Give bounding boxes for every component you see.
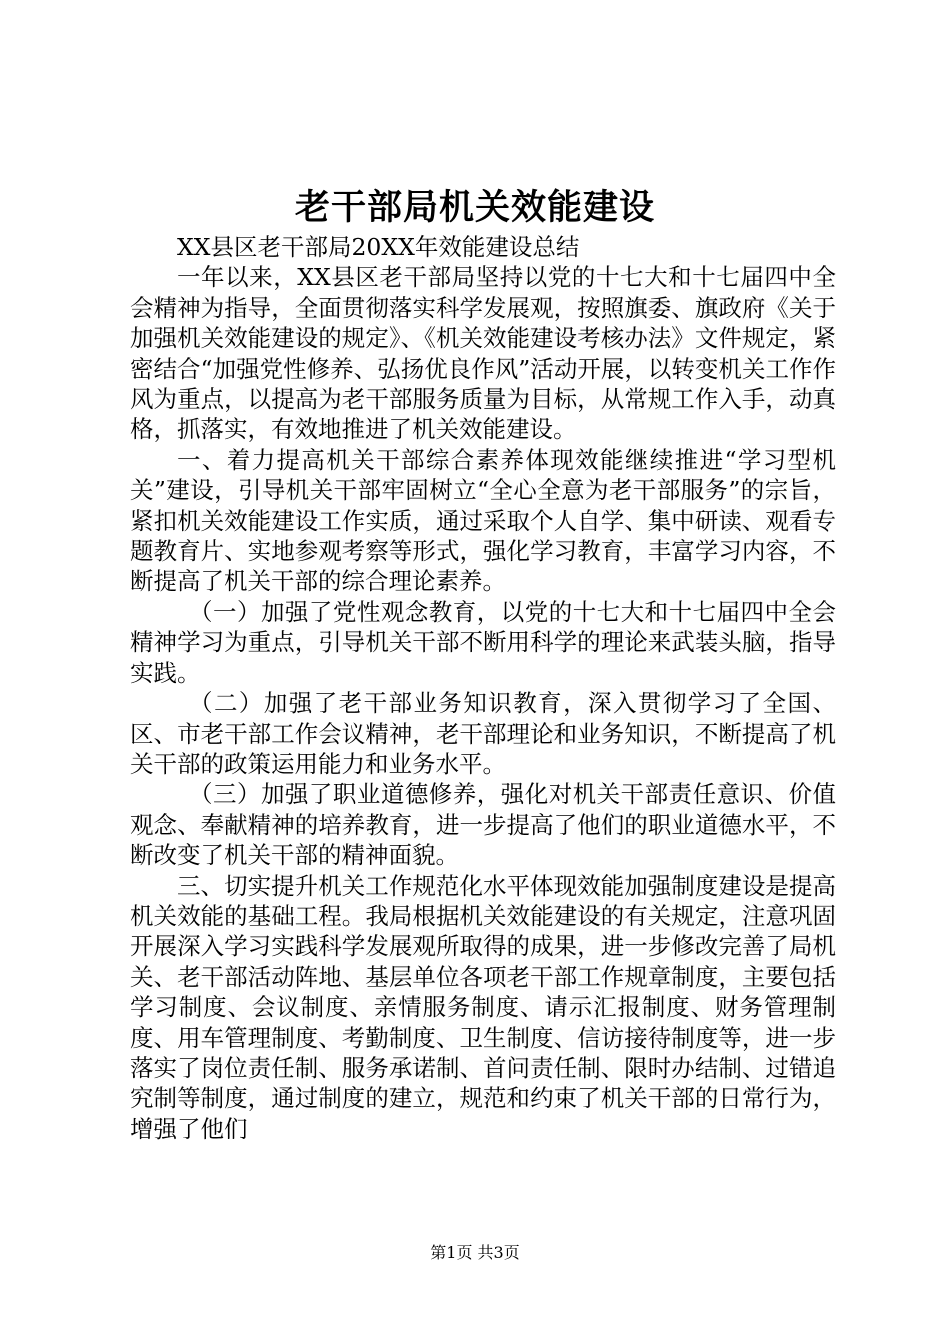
page-number: 第1页 共3页	[430, 1243, 520, 1262]
document-subtitle: XX县区老干部局20XX年效能建设总结	[177, 233, 580, 261]
paragraph-item-three: （三）加强了职业道德修养，强化对机关干部责任意识、价值观念、奉献精神的培养教育，进一步提高了他们的职业道德水平，不断改变了机关干部的精神面貌。	[130, 780, 836, 870]
paragraph-item-one: （一）加强了党性观念教育，以党的十七大和十七届四中全会精神学习为重点，引导机关干部不断用科学的理论来武装头脑，指导实践。	[130, 597, 836, 687]
paragraph-item-two: （二）加强了老干部业务知识教育，深入贯彻学习了全国、区、市老干部工作会议精神，老干部理论和业务知识，不断提高了机关干部的政策运用能力和业务水平。	[130, 689, 836, 778]
paragraph-section-three: 三、切实提升机关工作规范化水平体现效能加强制度建设是提高机关效能的基础工程。我局根据机关效能建设的有关规定，注意巩固开展深入学习实践科学发展观所取得的成果，进一步修改完善了局机关、老干部活动阵地、基层单位各项老干部工作规章制度，主要包括学习制度、会议制度、亲情服务制度、请示汇报制度、财务管理制度、用车管理制度、考勤制度、卫生制度、信访接待制度等，进一步落实了岗位责任制、服务承诺制、首问责任制、限时办结制、过错追究制等制度，通过制度的建立，规范和约束了机关干部的日常行为，增强了他们	[130, 871, 836, 1143]
paragraph-section-one: 一、着力提高机关干部综合素养体现效能继续推进“学习型机关”建设，引导机关干部牢固树立“全心全意为老干部服务”的宗旨，紧扣机关效能建设工作实质，通过采取个人自学、集中研读、观看专题教育片、实地参观考察等形式，强化学习教育，丰富学习内容，不断提高了机关干部的综合理论素养。	[130, 445, 836, 596]
document-title: 老干部局机关效能建设	[294, 187, 655, 228]
paragraph-intro: 一年以来，XX县区老干部局坚持以党的十七大和十七届四中全会精神为指导，全面贯彻落实科学发展观，按照旗委、旗政府《关于加强机关效能建设的规定》、《机关效能建设考核办法》文件规定，紧密结合“加强党性修养、弘扬优良作风”活动开展，以转变机关工作作风为重点，以提高为老干部服务质量为目标，从常规工作入手，动真格，抓落实，有效地推进了机关效能建设。	[130, 263, 836, 444]
document-body	[130, 232, 836, 1144]
